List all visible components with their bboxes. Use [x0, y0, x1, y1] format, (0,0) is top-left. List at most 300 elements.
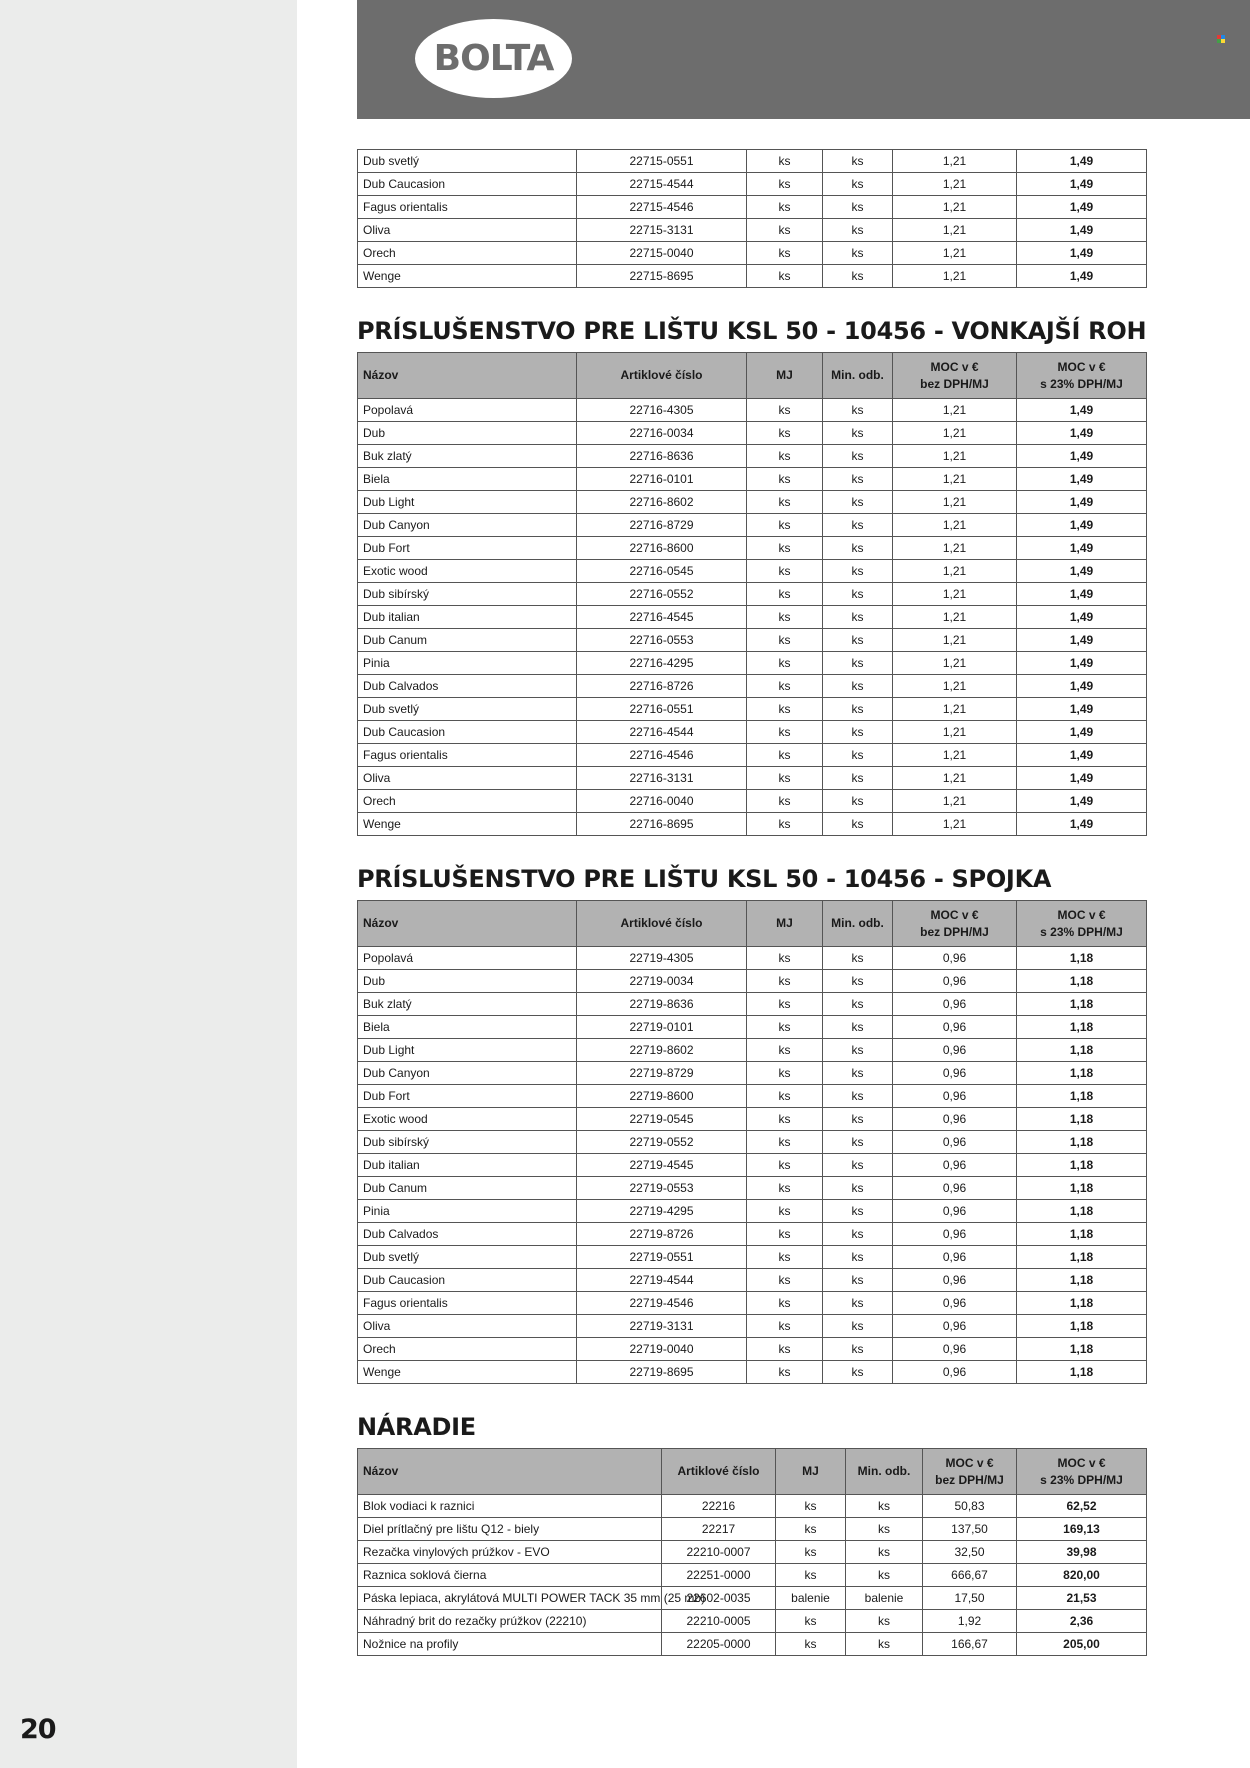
cell-min: ks [823, 813, 893, 836]
cell-min: ks [823, 1269, 893, 1292]
column-header-code: Artiklové číslo [577, 901, 747, 947]
cell-name: Buk zlatý [358, 445, 577, 468]
cell-min: ks [823, 514, 893, 537]
cell-gross: 1,49 [1017, 629, 1147, 652]
cell-code: 22719-4545 [577, 1154, 747, 1177]
cell-code: 22716-0034 [577, 422, 747, 445]
cell-unit: ks [747, 813, 823, 836]
cell-min: ks [823, 1016, 893, 1039]
column-header-unit: MJ [747, 353, 823, 399]
cell-gross: 1,49 [1017, 491, 1147, 514]
cell-code: 22216 [662, 1495, 776, 1518]
cell-gross: 1,49 [1017, 537, 1147, 560]
cell-code: 22719-4546 [577, 1292, 747, 1315]
cell-unit: ks [747, 1315, 823, 1338]
table-row [358, 698, 1147, 721]
cell-net: 1,21 [893, 698, 1017, 721]
cell-name: Dub [358, 422, 577, 445]
cell-name: Dub Calvados [358, 1223, 577, 1246]
cell-min: ks [823, 1154, 893, 1177]
cell-code: 22716-3131 [577, 767, 747, 790]
cell-min: ks [823, 150, 893, 173]
table-row [358, 790, 1147, 813]
column-header-min: Min. odb. [823, 353, 893, 399]
table-row [358, 744, 1147, 767]
column-header-net [893, 353, 1017, 399]
cell-unit: ks [747, 242, 823, 265]
cell-name: Dub Canyon [358, 1062, 577, 1085]
cell-code: 22719-0040 [577, 1338, 747, 1361]
cell-code: 22716-4305 [577, 399, 747, 422]
cell-code: 22716-8636 [577, 445, 747, 468]
cell-gross: 1,49 [1017, 698, 1147, 721]
cell-net: 0,96 [893, 970, 1017, 993]
cell-net: 1,92 [923, 1610, 1017, 1633]
cell-net: 1,21 [893, 445, 1017, 468]
cell-net: 1,21 [893, 629, 1017, 652]
table-row [358, 1154, 1147, 1177]
cell-min: ks [823, 1062, 893, 1085]
cell-min: ks [846, 1564, 923, 1587]
cell-net: 1,21 [893, 491, 1017, 514]
cell-unit: ks [747, 196, 823, 219]
cell-net: 1,21 [893, 744, 1017, 767]
cell-unit: ks [747, 265, 823, 288]
cell-net: 0,96 [893, 1085, 1017, 1108]
cell-min: ks [823, 265, 893, 288]
cell-min: ks [823, 1223, 893, 1246]
cell-gross: 1,49 [1017, 173, 1147, 196]
cell-unit: ks [747, 1223, 823, 1246]
table-row [358, 1587, 1147, 1610]
cell-name: Dub svetlý [358, 150, 577, 173]
cell-unit: ks [747, 560, 823, 583]
column-header-net-line1: MOC v € [945, 1455, 994, 1470]
column-header-gross-line1: MOC v € [1057, 907, 1106, 922]
cell-name: Rezačka vinylových prúžkov - EVO [358, 1541, 662, 1564]
cell-gross: 1,18 [1017, 1154, 1147, 1177]
cell-name: Exotic wood [358, 1108, 577, 1131]
cell-net: 1,21 [893, 652, 1017, 675]
column-header-net-line2: bez DPH/MJ [935, 1472, 1004, 1487]
cell-net: 137,50 [923, 1518, 1017, 1541]
cell-code: 22217 [662, 1518, 776, 1541]
cell-gross: 205,00 [1017, 1633, 1147, 1656]
cell-gross: 1,18 [1017, 1177, 1147, 1200]
cell-name: Fagus orientalis [358, 744, 577, 767]
table-row [358, 993, 1147, 1016]
cell-net: 0,96 [893, 1200, 1017, 1223]
cell-unit: ks [747, 219, 823, 242]
cell-min: ks [846, 1610, 923, 1633]
table-row [358, 1633, 1147, 1656]
cell-min: ks [823, 606, 893, 629]
table-header-row [358, 901, 1147, 947]
cell-unit: ks [747, 1039, 823, 1062]
cell-gross: 1,18 [1017, 1223, 1147, 1246]
bolta-logo [415, 19, 572, 98]
table-row [358, 1269, 1147, 1292]
cell-gross: 1,49 [1017, 399, 1147, 422]
cell-gross: 1,49 [1017, 652, 1147, 675]
table-header-row [358, 1449, 1147, 1495]
cell-name: Dub Canyon [358, 514, 577, 537]
table-row [358, 1495, 1147, 1518]
cell-min: ks [823, 698, 893, 721]
cell-min: ks [823, 767, 893, 790]
cell-code: 22719-8600 [577, 1085, 747, 1108]
cell-gross: 1,49 [1017, 196, 1147, 219]
cell-name: Biela [358, 468, 577, 491]
cell-unit: ks [776, 1541, 846, 1564]
cell-name: Wenge [358, 265, 577, 288]
cell-code: 22719-8726 [577, 1223, 747, 1246]
cell-code: 22716-8602 [577, 491, 747, 514]
price-table-continued [357, 149, 1147, 288]
cell-unit: ks [747, 629, 823, 652]
cell-min: ks [823, 970, 893, 993]
cell-gross: 62,52 [1017, 1495, 1147, 1518]
cell-gross: 1,18 [1017, 1039, 1147, 1062]
cell-name: Pinia [358, 652, 577, 675]
table-row [358, 1246, 1147, 1269]
cell-min: ks [823, 1131, 893, 1154]
cell-net: 0,96 [893, 1062, 1017, 1085]
cell-unit: ks [747, 399, 823, 422]
cell-name: Diel prítlačný pre lištu Q12 - biely [358, 1518, 662, 1541]
cell-name: Oliva [358, 1315, 577, 1338]
cell-unit: ks [747, 1361, 823, 1384]
cell-min: ks [823, 1039, 893, 1062]
cell-net: 1,21 [893, 399, 1017, 422]
cell-net: 166,67 [923, 1633, 1017, 1656]
cell-gross: 39,98 [1017, 1541, 1147, 1564]
cell-net: 1,21 [893, 173, 1017, 196]
cell-gross: 820,00 [1017, 1564, 1147, 1587]
cell-unit: ks [747, 537, 823, 560]
cell-net: 17,50 [923, 1587, 1017, 1610]
cell-code: 22719-4295 [577, 1200, 747, 1223]
cell-name: Dub Caucasion [358, 173, 577, 196]
cell-gross: 1,49 [1017, 744, 1147, 767]
cell-code: 22715-8695 [577, 265, 747, 288]
cell-net: 1,21 [893, 150, 1017, 173]
table-row [358, 970, 1147, 993]
color-mark-icon [1217, 35, 1225, 43]
column-header-gross-line2: s 23% DPH/MJ [1040, 1472, 1123, 1487]
table-row [358, 150, 1147, 173]
table-row [358, 1085, 1147, 1108]
cell-gross: 1,49 [1017, 790, 1147, 813]
cell-net: 1,21 [893, 606, 1017, 629]
column-header-unit: MJ [776, 1449, 846, 1495]
cell-name: Oliva [358, 767, 577, 790]
cell-code: 22716-8729 [577, 514, 747, 537]
cell-code: 22716-0101 [577, 468, 747, 491]
table-row [358, 1131, 1147, 1154]
cell-net: 1,21 [893, 767, 1017, 790]
cell-name: Dub Canum [358, 1177, 577, 1200]
table-row [358, 242, 1147, 265]
cell-unit: ks [747, 947, 823, 970]
cell-min: ks [823, 242, 893, 265]
cell-net: 1,21 [893, 583, 1017, 606]
table-row [358, 468, 1147, 491]
cell-net: 1,21 [893, 468, 1017, 491]
cell-min: ks [823, 1361, 893, 1384]
cell-code: 22719-0034 [577, 970, 747, 993]
cell-unit: ks [747, 1177, 823, 1200]
cell-net: 0,96 [893, 1177, 1017, 1200]
cell-min: ks [846, 1518, 923, 1541]
cell-name: Wenge [358, 813, 577, 836]
cell-code: 22719-0553 [577, 1177, 747, 1200]
table-row [358, 1039, 1147, 1062]
cell-gross: 1,49 [1017, 219, 1147, 242]
cell-min: ks [823, 560, 893, 583]
cell-code: 22602-0035 [662, 1587, 776, 1610]
cell-name: Biela [358, 1016, 577, 1039]
table-row [358, 629, 1147, 652]
cell-gross: 1,49 [1017, 445, 1147, 468]
cell-unit: ks [747, 767, 823, 790]
table-row [358, 196, 1147, 219]
cell-code: 22719-8636 [577, 993, 747, 1016]
cell-code: 22716-0545 [577, 560, 747, 583]
column-header-gross-line1: MOC v € [1057, 359, 1106, 374]
cell-net: 1,21 [893, 265, 1017, 288]
cell-min: ks [823, 675, 893, 698]
cell-gross: 1,18 [1017, 1200, 1147, 1223]
cell-unit: ks [747, 1016, 823, 1039]
cell-code: 22719-0551 [577, 1246, 747, 1269]
cell-unit: ks [747, 1269, 823, 1292]
cell-gross: 1,18 [1017, 1108, 1147, 1131]
cell-min: ks [823, 947, 893, 970]
cell-unit: ks [776, 1610, 846, 1633]
cell-net: 0,96 [893, 1108, 1017, 1131]
cell-min: ks [823, 399, 893, 422]
cell-unit: ks [747, 744, 823, 767]
column-header-gross [1017, 1449, 1147, 1495]
cell-gross: 21,53 [1017, 1587, 1147, 1610]
table-header-row [358, 353, 1147, 399]
page-number: 20 [20, 1714, 56, 1745]
cell-name: Exotic wood [358, 560, 577, 583]
cell-min: ks [823, 652, 893, 675]
cell-code: 22719-0545 [577, 1108, 747, 1131]
cell-min: ks [823, 173, 893, 196]
cell-gross: 1,18 [1017, 1269, 1147, 1292]
cell-unit: ks [747, 468, 823, 491]
table-row [358, 560, 1147, 583]
cell-name: Dub italian [358, 1154, 577, 1177]
cell-min: ks [823, 790, 893, 813]
cell-net: 0,96 [893, 1223, 1017, 1246]
cell-min: ks [846, 1633, 923, 1656]
cell-unit: ks [747, 675, 823, 698]
header-band [357, 0, 1250, 119]
cell-unit: ks [776, 1495, 846, 1518]
cell-min: ks [823, 1085, 893, 1108]
table-row [358, 219, 1147, 242]
cell-code: 22719-8729 [577, 1062, 747, 1085]
cell-name: Dub Light [358, 1039, 577, 1062]
cell-gross: 1,18 [1017, 1315, 1147, 1338]
left-margin-strip [0, 0, 297, 1768]
cell-min: balenie [846, 1587, 923, 1610]
cell-unit: ks [747, 1154, 823, 1177]
cell-code: 22716-0552 [577, 583, 747, 606]
cell-unit: ks [747, 150, 823, 173]
cell-net: 0,96 [893, 1131, 1017, 1154]
cell-gross: 1,49 [1017, 468, 1147, 491]
column-header-name: Názov [358, 353, 577, 399]
table-row [358, 422, 1147, 445]
column-header-gross-line2: s 23% DPH/MJ [1040, 924, 1123, 939]
cell-code: 22716-8726 [577, 675, 747, 698]
cell-code: 22210-0005 [662, 1610, 776, 1633]
table-row [358, 1108, 1147, 1131]
cell-net: 0,96 [893, 1361, 1017, 1384]
column-header-name: Názov [358, 901, 577, 947]
cell-code: 22715-0040 [577, 242, 747, 265]
cell-name: Dub svetlý [358, 1246, 577, 1269]
cell-code: 22716-0040 [577, 790, 747, 813]
cell-name: Dub italian [358, 606, 577, 629]
column-header-gross [1017, 353, 1147, 399]
cell-code: 22715-4544 [577, 173, 747, 196]
cell-net: 1,21 [893, 813, 1017, 836]
cell-gross: 1,18 [1017, 947, 1147, 970]
cell-min: ks [823, 629, 893, 652]
cell-net: 0,96 [893, 993, 1017, 1016]
cell-code: 22251-0000 [662, 1564, 776, 1587]
cell-min: ks [846, 1541, 923, 1564]
cell-name: Dub sibírský [358, 583, 577, 606]
table-row [358, 537, 1147, 560]
cell-min: ks [823, 1292, 893, 1315]
table-row [358, 1518, 1147, 1541]
cell-net: 1,21 [893, 721, 1017, 744]
cell-min: ks [823, 1338, 893, 1361]
cell-unit: ks [747, 1338, 823, 1361]
cell-net: 1,21 [893, 514, 1017, 537]
cell-code: 22719-8602 [577, 1039, 747, 1062]
cell-name: Dub sibírský [358, 1131, 577, 1154]
cell-gross: 1,49 [1017, 813, 1147, 836]
cell-net: 32,50 [923, 1541, 1017, 1564]
cell-min: ks [823, 744, 893, 767]
cell-gross: 1,49 [1017, 242, 1147, 265]
cell-min: ks [823, 196, 893, 219]
cell-gross: 1,18 [1017, 1016, 1147, 1039]
cell-name: Dub Caucasion [358, 1269, 577, 1292]
cell-min: ks [823, 1200, 893, 1223]
table-row [358, 1610, 1147, 1633]
table-row [358, 583, 1147, 606]
cell-net: 1,21 [893, 790, 1017, 813]
cell-gross: 1,18 [1017, 1085, 1147, 1108]
cell-name: Dub [358, 970, 577, 993]
cell-code: 22719-0552 [577, 1131, 747, 1154]
table-row [358, 1361, 1147, 1384]
column-header-unit: MJ [747, 901, 823, 947]
cell-net: 1,21 [893, 196, 1017, 219]
cell-code: 22716-0553 [577, 629, 747, 652]
cell-net: 0,96 [893, 1292, 1017, 1315]
cell-gross: 1,18 [1017, 1062, 1147, 1085]
table-row [358, 1338, 1147, 1361]
cell-min: ks [823, 422, 893, 445]
table-row [358, 767, 1147, 790]
column-header-net-line1: MOC v € [930, 359, 979, 374]
cell-name: Fagus orientalis [358, 1292, 577, 1315]
cell-code: 22719-4544 [577, 1269, 747, 1292]
cell-net: 0,96 [893, 1016, 1017, 1039]
cell-gross: 169,13 [1017, 1518, 1147, 1541]
cell-code: 22716-8600 [577, 537, 747, 560]
table-row [358, 675, 1147, 698]
column-header-name: Názov [358, 1449, 662, 1495]
cell-name: Buk zlatý [358, 993, 577, 1016]
price-table-spojka [357, 900, 1147, 1384]
section-title-spojka: PRÍSLUŠENSTVO PRE LIŠTU KSL 50 - 10456 - SPOJKA [357, 865, 1052, 893]
cell-code: 22719-3131 [577, 1315, 747, 1338]
table-row [358, 491, 1147, 514]
cell-unit: ks [747, 652, 823, 675]
cell-unit: ks [747, 1131, 823, 1154]
cell-name: Fagus orientalis [358, 196, 577, 219]
cell-code: 22719-8695 [577, 1361, 747, 1384]
column-header-code: Artiklové číslo [662, 1449, 776, 1495]
cell-name: Pinia [358, 1200, 577, 1223]
cell-code: 22716-0551 [577, 698, 747, 721]
cell-code: 22716-8695 [577, 813, 747, 836]
cell-gross: 1,49 [1017, 514, 1147, 537]
cell-gross: 1,18 [1017, 993, 1147, 1016]
cell-gross: 1,18 [1017, 1292, 1147, 1315]
cell-gross: 1,49 [1017, 150, 1147, 173]
cell-code: 22715-3131 [577, 219, 747, 242]
cell-name: Oliva [358, 219, 577, 242]
cell-net: 666,67 [923, 1564, 1017, 1587]
section-title-vonkajsi-roh: PRÍSLUŠENSTVO PRE LIŠTU KSL 50 - 10456 - VONKAJŠÍ ROH [357, 317, 1147, 345]
cell-min: ks [823, 1177, 893, 1200]
cell-unit: ks [747, 1085, 823, 1108]
cell-gross: 1,18 [1017, 970, 1147, 993]
cell-min: ks [823, 993, 893, 1016]
cell-code: 22715-4546 [577, 196, 747, 219]
column-header-min: Min. odb. [823, 901, 893, 947]
cell-unit: ks [747, 721, 823, 744]
column-header-code: Artiklové číslo [577, 353, 747, 399]
column-header-net-line2: bez DPH/MJ [920, 376, 989, 391]
cell-gross: 1,18 [1017, 1338, 1147, 1361]
column-header-gross-line2: s 23% DPH/MJ [1040, 376, 1123, 391]
cell-min: ks [823, 721, 893, 744]
cell-code: 22716-4546 [577, 744, 747, 767]
cell-code: 22716-4295 [577, 652, 747, 675]
cell-name: Dub Caucasion [358, 721, 577, 744]
price-table-vonkajsi-roh [357, 352, 1147, 836]
cell-name: Orech [358, 1338, 577, 1361]
cell-name: Páska lepiaca, akrylátová MULTI POWER TACK 35 mm (25 mb) [358, 1587, 662, 1610]
cell-unit: ks [747, 1062, 823, 1085]
cell-unit: ks [747, 993, 823, 1016]
cell-net: 1,21 [893, 560, 1017, 583]
cell-gross: 1,49 [1017, 583, 1147, 606]
